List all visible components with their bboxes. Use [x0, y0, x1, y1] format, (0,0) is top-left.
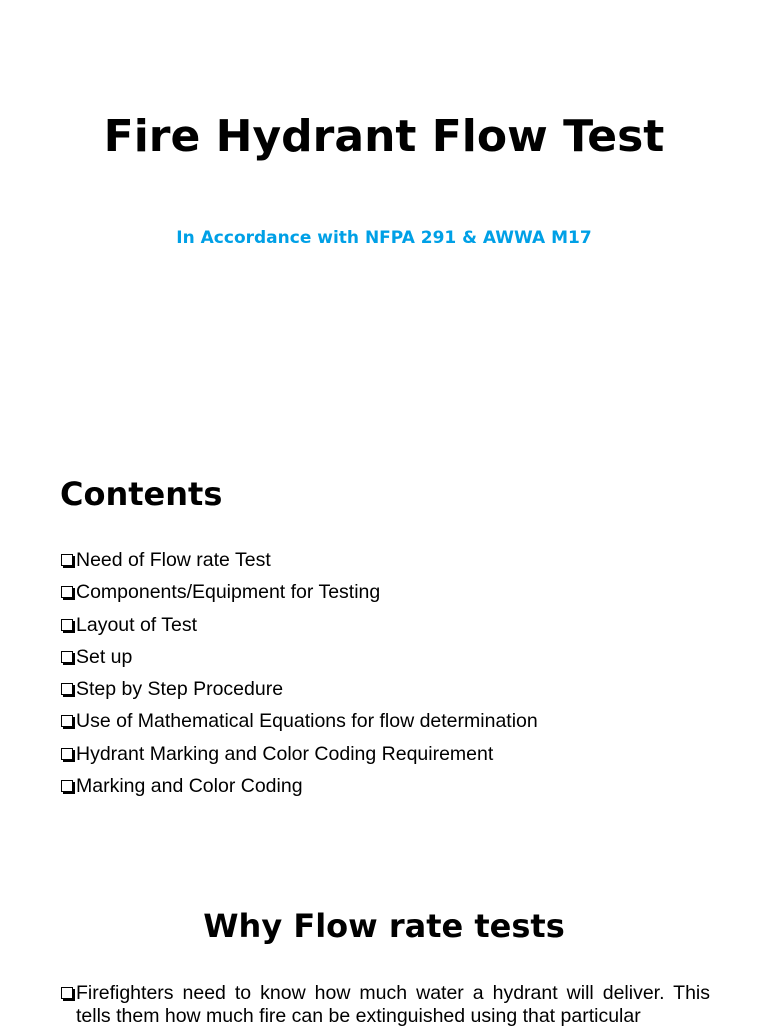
list-item-label: Layout of Test [76, 613, 198, 636]
why-heading: Why Flow rate tests [203, 907, 565, 945]
why-paragraph [60, 982, 710, 1028]
list-item-label: Components/Equipment for Testing [76, 581, 381, 604]
contents-slide [0, 432, 768, 864]
contents-list [60, 548, 538, 806]
checkbox-icon [61, 987, 73, 999]
checkbox-icon [61, 586, 73, 598]
list-item [60, 709, 538, 741]
list-item [60, 613, 538, 645]
checkbox-icon [61, 619, 73, 631]
main-title: Fire Hydrant Flow Test [103, 111, 665, 162]
list-item [60, 677, 538, 709]
list-item [60, 645, 538, 677]
checkbox-icon [61, 554, 73, 566]
subtitle: In Accordance with NFPA 291 & AWWA M17 [176, 228, 592, 248]
list-item-label: Use of Mathematical Equations for flow determination [76, 710, 538, 733]
list-item [60, 548, 538, 580]
checkbox-icon [61, 780, 73, 792]
checkbox-icon [61, 748, 73, 760]
why-slide [0, 864, 768, 1027]
why-paragraph-text: Firefighters need to know how much water a hydrant will deliver. This tells them how much fire can be extinguished using that particular [76, 982, 710, 1027]
title-slide [0, 0, 768, 432]
checkbox-icon [61, 651, 73, 663]
list-item-label: Hydrant Marking and Color Coding Requirement [76, 742, 494, 765]
list-item-label: Need of Flow rate Test [76, 549, 271, 571]
checkbox-icon [61, 683, 73, 695]
list-item [60, 742, 538, 774]
list-item-label: Marking and Color Coding [76, 775, 303, 798]
list-item-label: Step by Step Procedure [76, 678, 284, 701]
list-item [60, 580, 538, 612]
checkbox-icon [61, 715, 73, 727]
list-item [60, 774, 538, 806]
contents-heading: Contents [60, 475, 223, 513]
list-item-label: Set up [76, 645, 133, 668]
